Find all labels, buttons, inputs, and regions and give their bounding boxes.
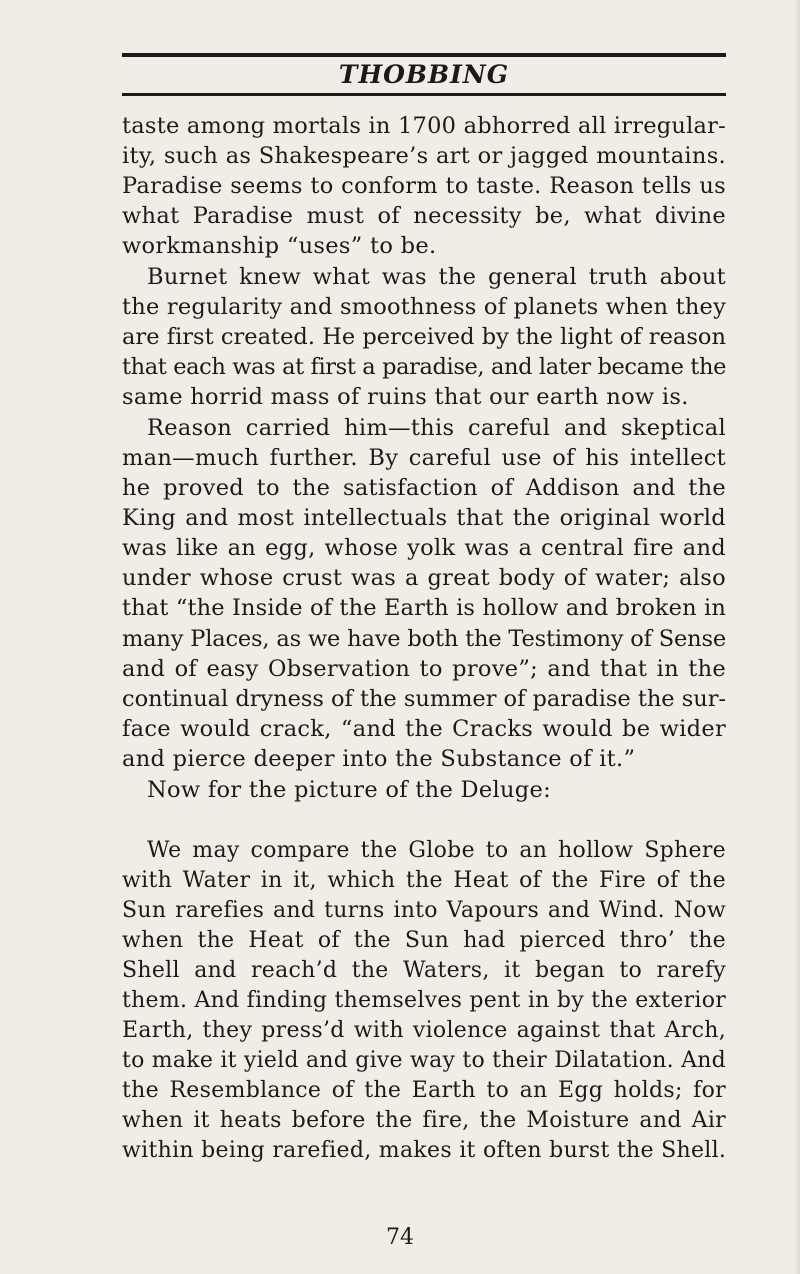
body-line: workmanship “uses” to be.: [122, 233, 437, 259]
quote-line: within being rarefied, makes it often burst the Shell.: [122, 1138, 727, 1163]
body-line: what Paradise must of necessity be, what divine: [122, 203, 726, 229]
quote-line: Shell and reach’d the Waters, it began to rarefy: [122, 958, 726, 983]
body-line: many Places, as we have both the Testimony of Sense: [122, 626, 726, 652]
quote-line: when the Heat of the Sun had pierced thro’ the: [122, 928, 726, 953]
page-edge-shadow: [794, 0, 800, 1274]
body-line: that “the Inside of the Earth is hollow and broken in: [122, 595, 726, 621]
body-line: Paradise seems to conform to taste. Reason tells us: [122, 173, 726, 199]
body-line: Burnet knew what was the general truth about: [147, 264, 726, 290]
body-line: the regularity and smoothness of planets when they: [122, 294, 726, 320]
body-line: and pierce deeper into the Substance of it.”: [122, 746, 636, 772]
quote-line: We may compare the Globe to an hollow Sphere: [147, 838, 726, 863]
body-line: King and most intellectuals that the original world: [122, 505, 726, 531]
body-line: man—much further. By careful use of his intellect: [122, 445, 726, 471]
header-top-rule: [122, 53, 726, 57]
body-line: continual dryness of the summer of paradise the sur-: [122, 686, 726, 712]
body-line: under whose crust was a great body of water; also: [122, 565, 726, 591]
body-line: ity, such as Shakespeare’s art or jagged mountains.: [122, 143, 726, 169]
quote-line: Earth, they press’d with violence against that Arch,: [122, 1018, 726, 1043]
body-line: he proved to the satisfaction of Addison and the: [122, 475, 726, 501]
body-line: that each was at first a paradise, and later became the: [122, 354, 726, 380]
body-line: same horrid mass of ruins that our earth now is.: [122, 384, 689, 410]
body-line: was like an egg, whose yolk was a central fire and: [122, 535, 726, 561]
quote-line: the Resemblance of the Earth to an Egg holds; for: [122, 1078, 726, 1103]
body-line: Now for the picture of the Deluge:: [147, 777, 551, 803]
quote-line: when it heats before the fire, the Moisture and Air: [122, 1108, 726, 1133]
body-line: Reason carried him—this careful and skeptical: [147, 415, 726, 441]
body-line: are first created. He perceived by the light of reason: [122, 324, 726, 350]
quote-line: Sun rarefies and turns into Vapours and Wind. Now: [122, 898, 726, 923]
quote-line: them. And finding themselves pent in by the exterior: [122, 988, 726, 1013]
body-line: and of easy Observation to prove”; and that in the: [122, 656, 726, 682]
header-bottom-rule: [122, 93, 726, 96]
running-title: THOBBING: [338, 60, 510, 89]
body-line: taste among mortals in 1700 abhorred all irregular-: [122, 113, 726, 139]
body-line: face would crack, “and the Cracks would be wider: [122, 716, 726, 742]
quote-line: to make it yield and give way to their Dilatation. And: [122, 1048, 726, 1073]
quote-line: with Water in it, which the Heat of the Fire of the: [122, 868, 726, 893]
page-number: 74: [386, 1225, 414, 1250]
